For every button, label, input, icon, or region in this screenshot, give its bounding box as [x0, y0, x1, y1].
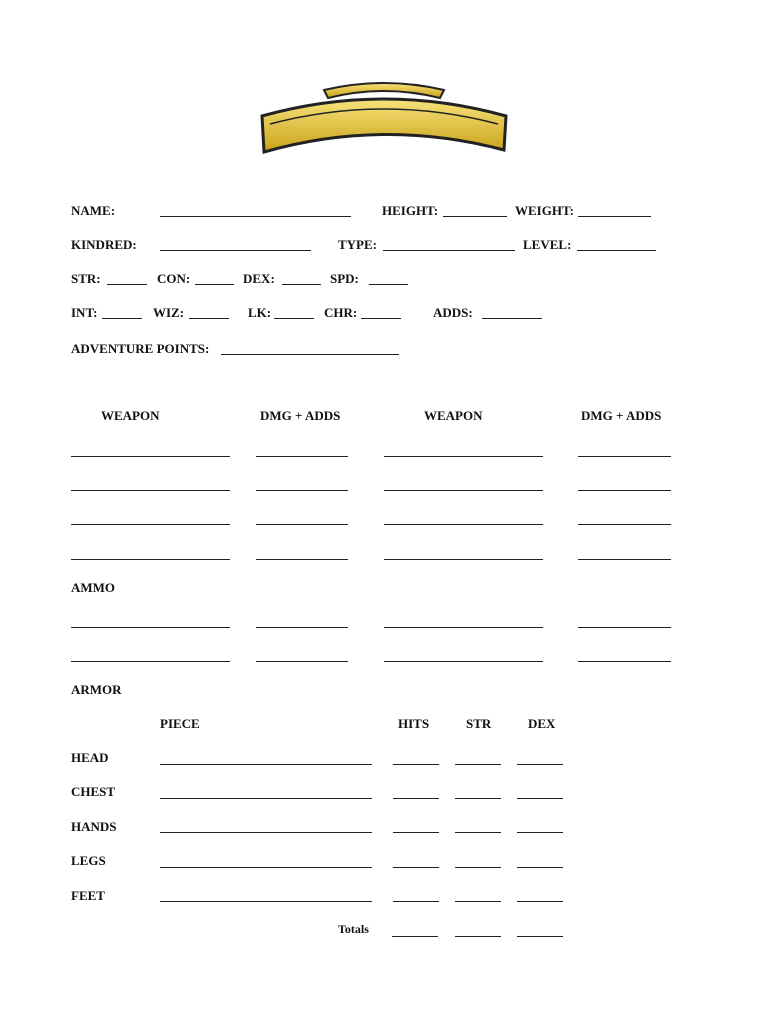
dmg-field[interactable]	[256, 490, 348, 491]
totals-str-field[interactable]	[455, 936, 501, 937]
con-label: CON:	[157, 271, 191, 286]
height-label: HEIGHT:	[382, 203, 439, 218]
spd-field[interactable]	[369, 284, 408, 285]
armor-piece-field[interactable]	[160, 798, 372, 799]
armor-row-label: CHEST	[71, 784, 116, 799]
dmg-adds-header: DMG + ADDS	[260, 408, 341, 423]
dex-label: DEX:	[243, 271, 275, 286]
ammo-field[interactable]	[384, 627, 543, 628]
armor-piece-field[interactable]	[160, 867, 372, 868]
dex-field[interactable]	[282, 284, 321, 285]
weapon-header: WEAPON	[424, 408, 483, 423]
weapon-field[interactable]	[71, 524, 230, 525]
armor-hits-field[interactable]	[393, 764, 439, 765]
armor-row-label: HANDS	[71, 819, 117, 834]
lk-field[interactable]	[274, 318, 314, 319]
armor-piece-field[interactable]	[160, 764, 372, 765]
wiz-label: WIZ:	[153, 305, 185, 320]
spd-label: SPD:	[330, 271, 359, 286]
armor-row-label: HEAD	[71, 750, 109, 765]
armor-str-field[interactable]	[455, 867, 501, 868]
game-logo	[254, 72, 514, 160]
weapon-field[interactable]	[71, 559, 230, 560]
adventure-points-label: ADVENTURE POINTS:	[71, 341, 210, 356]
ammo-dmg-field[interactable]	[256, 661, 348, 662]
armor-hits-field[interactable]	[393, 901, 439, 902]
ammo-label: AMMO	[71, 580, 116, 595]
level-field[interactable]	[577, 250, 656, 251]
chr-field[interactable]	[361, 318, 401, 319]
dmg-field[interactable]	[256, 559, 348, 560]
armor-title: ARMOR	[71, 682, 122, 697]
ammo-field[interactable]	[71, 661, 230, 662]
weapon-header: WEAPON	[101, 408, 160, 423]
armor-hits-field[interactable]	[393, 832, 439, 833]
str-label: STR:	[71, 271, 101, 286]
armor-dex-field[interactable]	[517, 798, 563, 799]
dmg-field[interactable]	[578, 490, 671, 491]
adds-label: ADDS:	[433, 305, 473, 320]
ammo-field[interactable]	[71, 627, 230, 628]
kindred-field[interactable]	[160, 250, 311, 251]
ammo-dmg-field[interactable]	[578, 661, 671, 662]
armor-hits-field[interactable]	[393, 798, 439, 799]
armor-dex-field[interactable]	[517, 867, 563, 868]
weapon-field[interactable]	[71, 490, 230, 491]
weight-label: WEIGHT:	[515, 203, 574, 218]
ammo-dmg-field[interactable]	[256, 627, 348, 628]
name-label: NAME:	[71, 203, 116, 218]
armor-dex-field[interactable]	[517, 832, 563, 833]
str-field[interactable]	[107, 284, 147, 285]
hits-header: HITS	[398, 716, 430, 731]
weight-field[interactable]	[578, 216, 651, 217]
dmg-field[interactable]	[578, 524, 671, 525]
armor-str-field[interactable]	[455, 798, 501, 799]
name-field[interactable]	[160, 216, 351, 217]
str-header: STR	[466, 716, 492, 731]
adds-field[interactable]	[482, 318, 542, 319]
armor-str-field[interactable]	[455, 764, 501, 765]
wiz-field[interactable]	[189, 318, 229, 319]
weapon-field[interactable]	[384, 490, 543, 491]
armor-piece-field[interactable]	[160, 901, 372, 902]
piece-header: PIECE	[160, 716, 200, 731]
adventure-points-field[interactable]	[221, 354, 399, 355]
int-field[interactable]	[102, 318, 142, 319]
totals-hits-field[interactable]	[392, 936, 438, 937]
type-field[interactable]	[383, 250, 515, 251]
dmg-field[interactable]	[578, 559, 671, 560]
dmg-field[interactable]	[256, 456, 348, 457]
dmg-field[interactable]	[578, 456, 671, 457]
totals-dex-field[interactable]	[517, 936, 563, 937]
armor-row-label: LEGS	[71, 853, 106, 868]
weapon-field[interactable]	[384, 559, 543, 560]
armor-str-field[interactable]	[455, 901, 501, 902]
ammo-field[interactable]	[384, 661, 543, 662]
armor-row-label: FEET	[71, 888, 105, 903]
totals-label: Totals	[338, 922, 369, 936]
type-label: TYPE:	[338, 237, 377, 252]
dmg-adds-header: DMG + ADDS	[581, 408, 662, 423]
dmg-field[interactable]	[256, 524, 348, 525]
int-label: INT:	[71, 305, 98, 320]
level-label: LEVEL:	[523, 237, 572, 252]
armor-piece-field[interactable]	[160, 832, 372, 833]
chr-label: CHR:	[324, 305, 358, 320]
dex-header: DEX	[528, 716, 556, 731]
weapon-field[interactable]	[384, 456, 543, 457]
kindred-label: KINDRED:	[71, 237, 137, 252]
weapon-field[interactable]	[384, 524, 543, 525]
armor-hits-field[interactable]	[393, 867, 439, 868]
armor-str-field[interactable]	[455, 832, 501, 833]
weapon-field[interactable]	[71, 456, 230, 457]
height-field[interactable]	[443, 216, 507, 217]
armor-dex-field[interactable]	[517, 901, 563, 902]
armor-dex-field[interactable]	[517, 764, 563, 765]
con-field[interactable]	[195, 284, 234, 285]
lk-label: LK:	[248, 305, 272, 320]
ammo-dmg-field[interactable]	[578, 627, 671, 628]
